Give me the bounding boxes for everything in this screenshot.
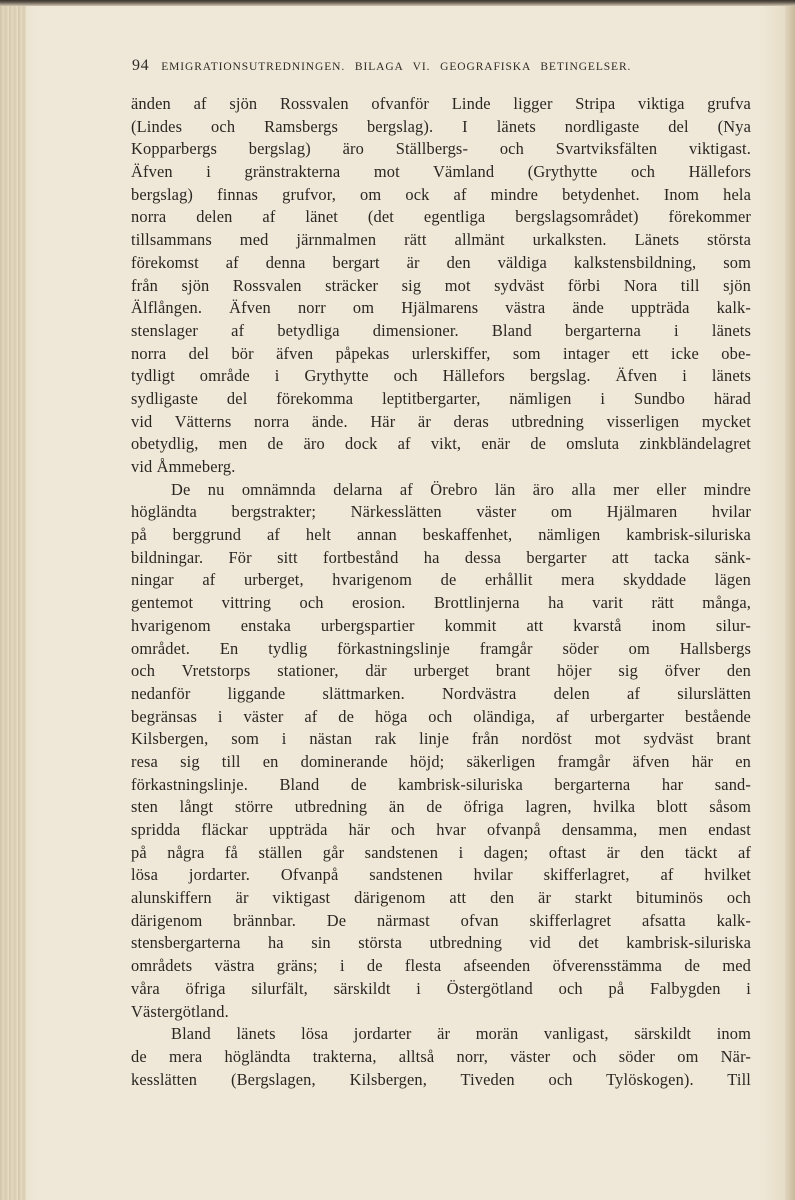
text-line: nedanför liggande slättmarken. Nordvästra delen af silurslätten bbox=[131, 683, 751, 703]
text-line: stensbergarterna ha sin största utbredning vid det kambrisk-siluriska bbox=[131, 933, 751, 953]
text-line: tydligt område i Grythytte och Hällefors bergslag. Äfven i länets bbox=[131, 366, 751, 386]
text-line: (Lindes och Ramsbergs bergslag). I länets nordligaste del (Nya bbox=[131, 116, 751, 136]
text-line: lösa jordarter. Ofvanpå sandstenen hvilar skifferlagret, af hvilket bbox=[131, 865, 751, 885]
text-line: förekomst af denna bergart är den väldiga kalkstensbildning, som bbox=[131, 252, 751, 272]
paragraph-last-line: vid Åmmeberg. bbox=[131, 457, 236, 476]
text-line: därigenom brännbar. De närmast ofvan skifferlagret afsatta kalk- bbox=[131, 910, 751, 930]
text-line: högländta bergstrakter; Närkesslätten väster om Hjälmaren hvilar bbox=[131, 502, 751, 522]
text-line: sten långt större utbredning än de öfriga lagren, hvilka blott såsom bbox=[131, 797, 751, 817]
text-line: resa sig till en dominerande höjd; säkerligen framgår äfven här en bbox=[131, 751, 751, 771]
page-right-edge bbox=[785, 6, 795, 1200]
text-line: sydligaste del förekomma leptitbergarter, nämligen i Sundbo härad bbox=[131, 388, 751, 408]
paragraph-last-line: Västergötland. bbox=[131, 1001, 229, 1021]
text-line: Kilsbergen, som i nästan rak linje från nordöst mot sydväst brant bbox=[131, 729, 751, 749]
text-line: områdets västra gräns; i de flesta afseenden öfverensstämma de med bbox=[131, 956, 751, 976]
text-line: våra öfriga silurfält, särskildt i Östergötland och på Falbygden i bbox=[131, 978, 751, 998]
text-line: på några få ställen går sandstenen i dagen; oftast är den täckt af bbox=[131, 842, 751, 862]
text-line: begränsas i väster af de höga och oländiga, af urbergarter bestående bbox=[131, 706, 751, 726]
text-line: och Vretstorps stationer, där urberget brant höjer sig öfver den bbox=[131, 661, 751, 681]
body-text bbox=[131, 93, 751, 1091]
text-line: gentemot vittring och erosion. Brottlinjerna ha varit rätt många, bbox=[131, 593, 751, 613]
text-line: stenslager af betydliga dimensioner. Bland bergarterna i länets bbox=[131, 320, 751, 340]
text-line: området. En tydlig förkastningslinje framgår söder om Hallsbergs bbox=[131, 638, 751, 658]
text-line: bildningar. För sitt fortbestånd ha dessa bergarter att tacka sänk- bbox=[131, 547, 751, 567]
text-line: från sjön Rossvalen sträcker sig mot sydväst förbi Nora till sjön bbox=[131, 275, 751, 295]
text-line: ningar af urberget, hvarigenom de erhållit mera skyddade lägen bbox=[131, 570, 751, 590]
text-line: förkastningslinje. Bland de kambrisk-siluriska bergarterna har sand- bbox=[131, 774, 751, 794]
text-line: alunskiffern är viktigast därigenom att den är starkt bituminös och bbox=[131, 888, 751, 908]
text-line: vid Vätterns norra ände. Här är deras utbredning visserligen mycket bbox=[131, 411, 751, 431]
running-header-title: EMIGRATIONSUTREDNINGEN. BILAGA VI. GEOGRAFISKA BETINGELSER. bbox=[161, 61, 632, 73]
text-line: Äfven i gränstrakterna mot Vämland (Grythytte och Hällefors bbox=[131, 162, 751, 182]
text-line: bergslag) finnas grufvor, om ock af mindre betydenhet. Inom hela bbox=[131, 184, 751, 204]
text-line: obetydlig, men de äro dock af vikt, enär de omsluta zinkbländelagret bbox=[131, 434, 751, 454]
text-line: spridda fläckar uppträda här och hvar ofvanpå densamma, men endast bbox=[131, 820, 751, 839]
page-binding-edge bbox=[0, 6, 26, 1200]
paragraph-first-line: De nu omnämnda delarna af Örebro län äro alla mer eller mindre bbox=[171, 479, 751, 499]
running-header bbox=[132, 57, 752, 79]
page-number: 94 bbox=[132, 57, 150, 74]
text-line: på berggrund af helt annan beskaffenhet, nämligen kambrisk-siluriska bbox=[131, 525, 751, 545]
paragraph-first-line: Bland länets lösa jordarter är morän vanligast, särskildt inom bbox=[171, 1024, 751, 1044]
text-line: änden af sjön Rossvalen ofvanför Linde ligger Stripa viktiga grufva bbox=[131, 94, 751, 113]
text-line: hvarigenom enstaka urbergspartier kommit att kvarstå inom silur- bbox=[131, 615, 751, 635]
text-line: de mera högländta trakterna, alltså norr, väster och söder om När- bbox=[131, 1046, 751, 1066]
text-line: tillsammans med järnmalmen rätt allmänt urkalksten. Länets största bbox=[131, 230, 751, 250]
page-top-edge bbox=[0, 0, 795, 6]
text-line: kesslätten (Bergslagen, Kilsbergen, Tiveden och Tylöskogen). Till bbox=[131, 1069, 751, 1089]
text-line: norra delen af länet (det egentliga bergslagsområdet) förekommer bbox=[131, 207, 751, 227]
text-line: Älflången. Äfven norr om Hjälmarens västra ände uppträda kalk- bbox=[131, 298, 751, 318]
text-line: norra del bör äfven påpekas urlerskiffer, som intager ett icke obe- bbox=[131, 343, 751, 363]
text-line: Kopparbergs bergslag) äro Ställbergs- och Svartviksfälten viktigast. bbox=[131, 139, 751, 159]
